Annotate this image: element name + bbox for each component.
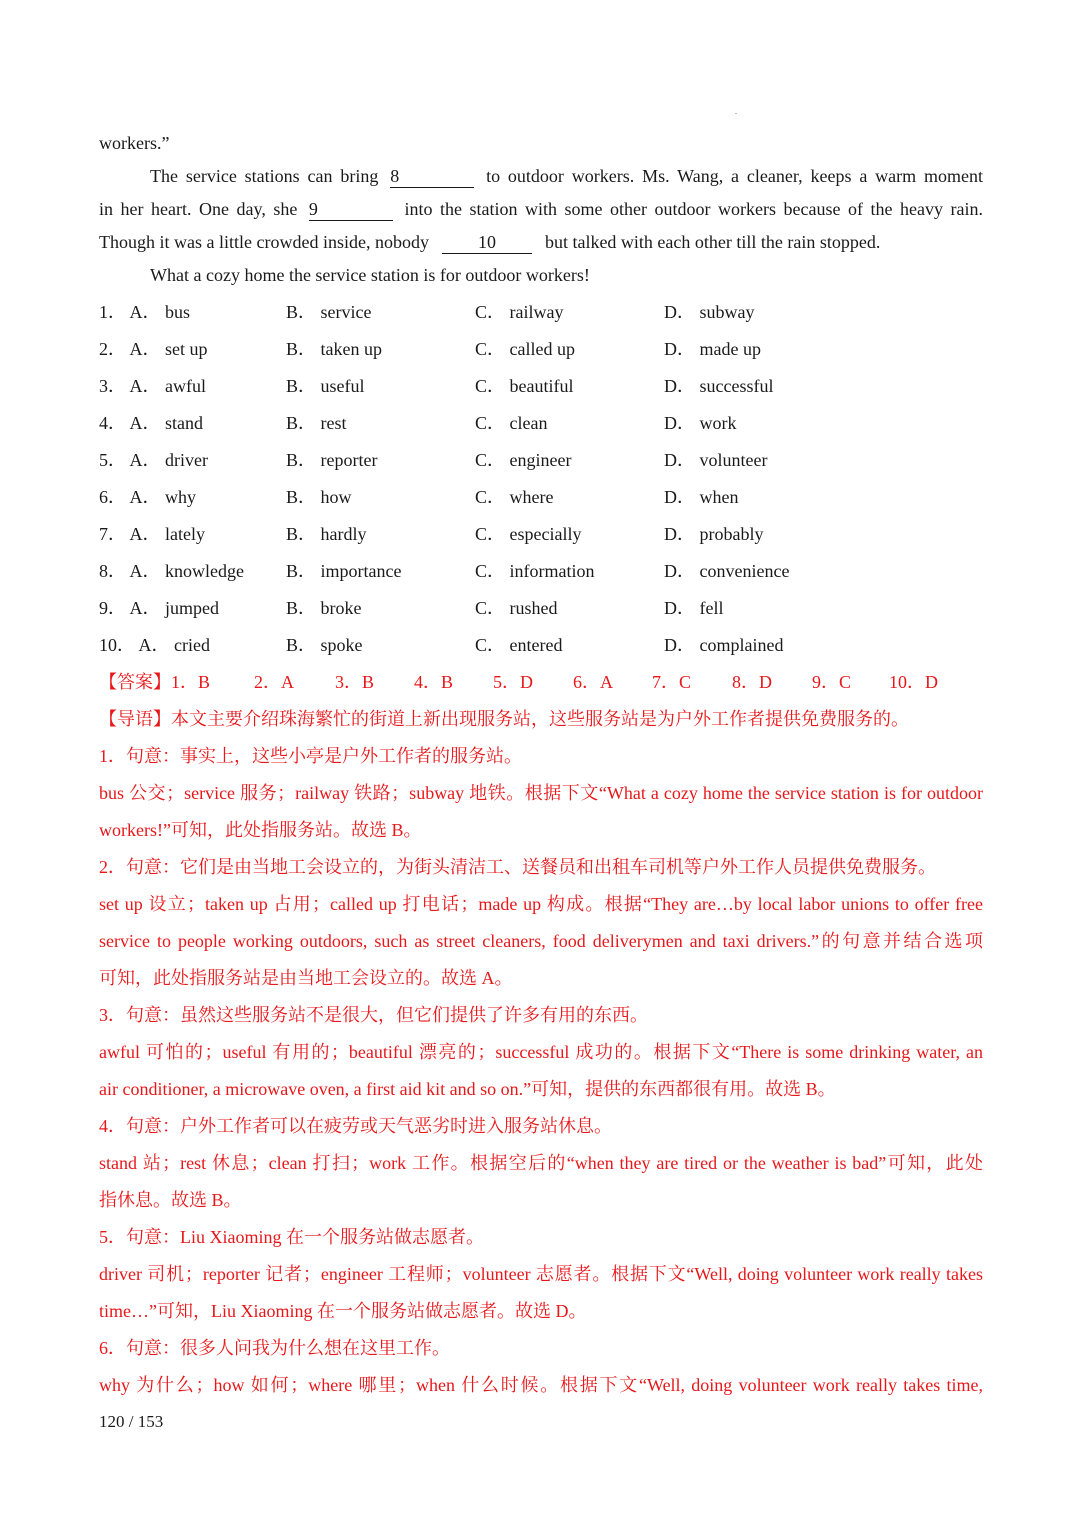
- option-a: A． cried: [138, 635, 210, 655]
- option-b: B． how: [286, 487, 352, 507]
- option-d: D． volunteer: [664, 450, 768, 470]
- option-row-1: [99, 294, 983, 331]
- option-b: B． spoke: [286, 635, 363, 655]
- option-d: D． work: [664, 413, 737, 433]
- blank-8: 8: [390, 165, 474, 188]
- option-c: C． beautiful: [475, 376, 574, 396]
- question-number: 3．: [99, 376, 126, 396]
- option-a: A． stand: [129, 413, 204, 433]
- answer-item: 3．B: [335, 672, 375, 692]
- option-c: C． rushed: [475, 598, 558, 618]
- explanation-line: 5．句意：Liu Xiaoming 在一个服务站做志愿者。: [99, 1227, 484, 1247]
- option-d: D． subway: [664, 302, 755, 322]
- option-row-3: [99, 368, 983, 405]
- option-c: C． where: [475, 487, 554, 507]
- explanation-line: 可知，此处指服务站是由当地工会设立的。故选 A。: [99, 968, 513, 988]
- explanation-line: air conditioner, a microwave oven, a first aid kit and so on.”可知，提供的东西都很有用。故选 B。: [99, 1079, 836, 1099]
- passage-text: but talked with each other till the rain stopped.: [544, 232, 881, 252]
- answer-label: 【答案】1．B: [99, 672, 211, 692]
- option-row-10: [99, 627, 983, 664]
- option-b: B． taken up: [286, 339, 382, 359]
- option-row-5: [99, 442, 983, 479]
- scan-dot: [735, 113, 737, 114]
- option-c: C． information: [475, 561, 595, 581]
- explanation-line: 指休息。故选 B。: [99, 1190, 242, 1210]
- option-b: B． importance: [286, 561, 402, 581]
- option-a: A． driver: [129, 450, 208, 470]
- passage-line-0: workers.”: [99, 133, 170, 153]
- question-number: 8．: [99, 561, 126, 581]
- explanation-line: time…”可知，Liu Xiaoming 在一个服务站做志愿者。故选 D。: [99, 1301, 587, 1321]
- explanation-line: bus 公交；service 服务；railway 铁路；subway 地铁。根据下文“What a cozy home the service station is for outdoor: [99, 783, 983, 803]
- explanation-line: 1．句意：事实上，这些小亭是户外工作者的服务站。: [99, 746, 522, 766]
- option-d: D． fell: [664, 598, 724, 618]
- option-a: A． awful: [129, 376, 206, 396]
- option-c: C． railway: [475, 302, 564, 322]
- question-number: 6．: [99, 487, 126, 507]
- option-row-7: [99, 516, 983, 553]
- option-row-2: [99, 331, 983, 368]
- question-number: 4．: [99, 413, 126, 433]
- option-c: C． especially: [475, 524, 582, 544]
- question-number: 2．: [99, 339, 126, 359]
- option-b: B． rest: [286, 413, 347, 433]
- option-c: C． called up: [475, 339, 575, 359]
- question-number: 9．: [99, 598, 126, 618]
- options-list: [99, 294, 983, 664]
- blank-9: 9: [309, 198, 393, 221]
- passage-line-3: [99, 226, 983, 259]
- answer-item: 8．D: [732, 672, 772, 692]
- option-a: A． lately: [129, 524, 205, 544]
- answer-item: 6．A: [573, 672, 613, 692]
- option-d: D． probably: [664, 524, 764, 544]
- option-a: A． knowledge: [129, 561, 244, 581]
- option-b: B． service: [286, 302, 372, 322]
- explanation-line: stand 站；rest 休息；clean 打扫；work 工作。根据空后的“when they are tired or the weather is bad”可知，此处: [99, 1153, 983, 1173]
- explanation-line: 6．句意：很多人问我为什么想在这里工作。: [99, 1338, 450, 1358]
- answer-item: 2．A: [254, 672, 294, 692]
- explanation-line: why 为什么；how 如何；where 哪里；when 什么时候。根据下文“Well, doing volunteer work really takes time,: [99, 1375, 983, 1395]
- option-b: B． broke: [286, 598, 362, 618]
- option-c: C． engineer: [475, 450, 572, 470]
- passage-text: into the station with some other outdoor workers because of the heavy rain.: [404, 199, 983, 219]
- option-b: B． hardly: [286, 524, 367, 544]
- option-c: C． entered: [475, 635, 563, 655]
- answer-key: [99, 664, 983, 701]
- explanation-line: awful 可怕的；useful 有用的；beautiful 漂亮的；successful 成功的。根据下文“There is some drinking water, an: [99, 1042, 983, 1062]
- option-d: D． complained: [664, 635, 784, 655]
- passage-line-1: [99, 160, 983, 193]
- explanation-line: 3．句意：虽然这些服务站不是很大，但它们提供了许多有用的东西。: [99, 1005, 648, 1025]
- passage-line-2: [99, 193, 983, 226]
- option-a: A． jumped: [129, 598, 220, 618]
- page-number: 120 / 153: [99, 1412, 164, 1431]
- answer-item: 10．D: [889, 672, 938, 692]
- option-a: A． why: [129, 487, 197, 507]
- explanation-line: driver 司机；reporter 记者；engineer 工程师；volunteer 志愿者。根据下文“Well, doing volunteer work really takes: [99, 1264, 983, 1284]
- option-d: D． made up: [664, 339, 761, 359]
- option-a: A． bus: [129, 302, 191, 322]
- answer-item: 5．D: [493, 672, 533, 692]
- guide-text: 【导语】本文主要介绍珠海繁忙的街道上新出现服务站，这些服务站是为户外工作者提供免费服务的。: [99, 709, 909, 729]
- document-page: [99, 127, 983, 1404]
- explanation-line: 4．句意：户外工作者可以在疲劳或天气恶劣时进入服务站休息。: [99, 1116, 612, 1136]
- answer-item: 7．C: [652, 672, 692, 692]
- option-row-6: [99, 479, 983, 516]
- option-d: D． successful: [664, 376, 774, 396]
- explanation-line: set up 设立；taken up 占用；called up 打电话；made up 构成。根据“They are…by local labor unions to offer free: [99, 894, 983, 914]
- option-b: B． reporter: [286, 450, 378, 470]
- question-number: 7．: [99, 524, 126, 544]
- option-d: D． when: [664, 487, 739, 507]
- passage-line-4: What a cozy home the service station is for outdoor workers!: [150, 265, 590, 285]
- question-number: 10．: [99, 635, 135, 655]
- question-number: 1．: [99, 302, 126, 322]
- option-row-8: [99, 553, 983, 590]
- option-c: C． clean: [475, 413, 548, 433]
- blank-10: 10: [442, 231, 532, 254]
- explanation-line: 2．句意：它们是由当地工会设立的，为街头清洁工、送餐员和出租车司机等户外工作人员提供免费服务。: [99, 857, 936, 877]
- option-row-9: [99, 590, 983, 627]
- explanation-line: service to people working outdoors, such as street cleaners, food deliverymen and taxi drivers.”的句意并结合选项: [99, 931, 983, 951]
- answer-item: 4．B: [414, 672, 454, 692]
- passage-text: to outdoor workers. Ms. Wang, a cleaner, keeps a warm moment: [486, 166, 983, 186]
- option-row-4: [99, 405, 983, 442]
- passage-text: Though it was a little crowded inside, nobody: [99, 232, 429, 252]
- passage-text: in her heart. One day, she: [99, 199, 298, 219]
- option-a: A． set up: [129, 339, 208, 359]
- explanation-line: workers!”可知，此处指服务站。故选 B。: [99, 820, 422, 840]
- question-number: 5．: [99, 450, 126, 470]
- passage-text: The service stations can bring: [150, 166, 379, 186]
- answer-item: 9．C: [812, 672, 852, 692]
- option-b: B． useful: [286, 376, 365, 396]
- option-d: D． convenience: [664, 561, 790, 581]
